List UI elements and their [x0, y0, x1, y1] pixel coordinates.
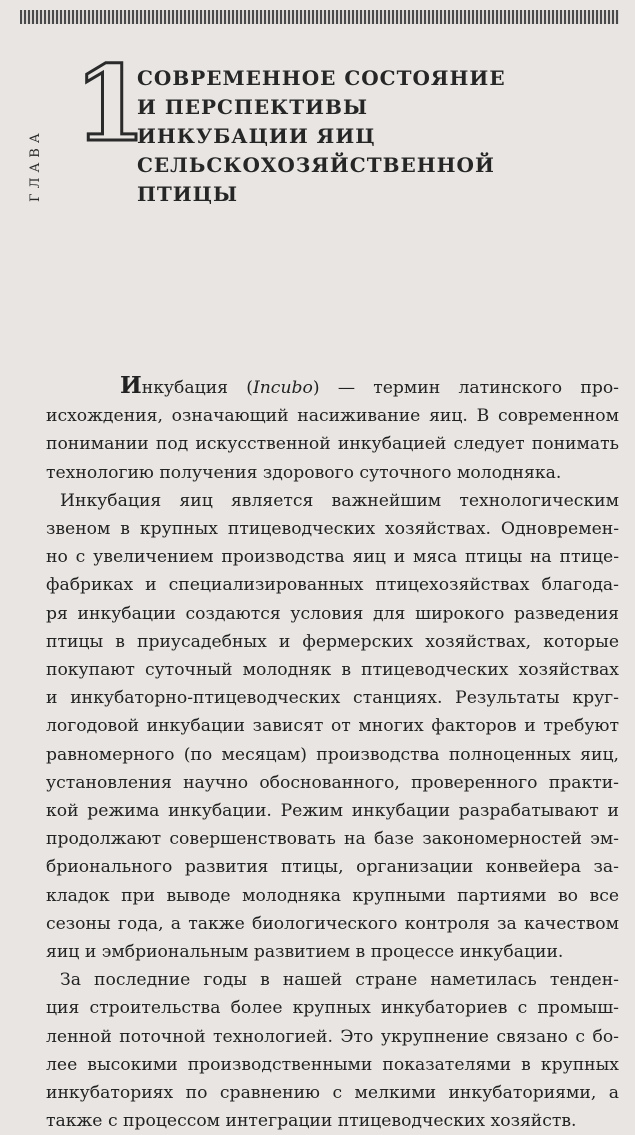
text-line: За последние годы в нашей стране наметилась тенден- [60, 970, 619, 991]
chapter-number: 1 [74, 42, 147, 165]
decorative-top-band [20, 10, 619, 24]
text-line: сезоны года, а также биологического контроля за качеством [46, 913, 619, 934]
text-line: исхождения, означающий насиживание яиц. В современном [46, 406, 619, 427]
text-line: логодовой инкубации зависят от многих факторов и требуют [46, 716, 619, 737]
title-line: СЕЛЬСКОХОЗЯЙСТВЕННОЙ [137, 153, 495, 177]
text-line: и инкубаторно-птицеводческих станциях. Результаты круг- [46, 688, 619, 709]
drop-cap: И [120, 372, 142, 399]
latin-term: Incubo [252, 378, 313, 398]
title-line: И ПЕРСПЕКТИВЫ [137, 95, 368, 119]
text-line: брионального развития птицы, организации конвейера за- [46, 857, 619, 878]
text-line: технологию получения здорового суточного молодняка. [46, 462, 562, 483]
text-line: Инкубация яиц является важнейшим технологическим [60, 490, 619, 511]
paragraph-1 [46, 372, 619, 487]
body-text [46, 372, 619, 1135]
text-line: лее высокими производственными показателями в крупных [46, 1054, 619, 1075]
text-line: установления научно обоснованного, проверенного практи- [46, 772, 619, 793]
paragraph-3 [46, 966, 619, 1135]
chapter-label: ГЛАВА [28, 128, 43, 202]
title-line: ИНКУБАЦИИ ЯИЦ [137, 124, 376, 148]
text-line: кой режима инкубации. Режим инкубации разрабатывают и [46, 801, 619, 822]
title-line: ПТИЦЫ [137, 182, 239, 206]
text-line: равномерного (по месяцам) производства полноценных яиц, [46, 744, 619, 765]
text-line: покупают суточный молодняк в птицеводческих хозяйствах [46, 660, 619, 681]
paragraph-2 [46, 487, 619, 966]
text-line: кладок при выводе молодняка крупными партиями во все [46, 885, 619, 906]
text-line: понимании под искусственной инкубацией следует понимать [46, 434, 619, 455]
text-line: также с процессом интеграции птицеводческих хозяйств. [46, 1111, 577, 1132]
chapter-title [137, 64, 607, 209]
text-line: фабриках и специализированных птицехозяйствах благода- [46, 575, 619, 596]
text-fragment: ) — термин латинского про- [312, 378, 619, 398]
text-line: яиц и эмбриональным развитием в процессе инкубации. [46, 942, 564, 963]
text-line: но с увеличением производства яиц и мяса птицы на птице- [46, 547, 619, 568]
text-fragment: нкубация ( [141, 378, 253, 398]
text-line: птицы в приусадебных и фермерских хозяйствах, которые [46, 631, 619, 652]
text-line: продолжают совершенствовать на базе закономерностей эм- [46, 829, 619, 850]
text-line: инкубаториях по сравнению с мелкими инкубаториями, а [46, 1083, 619, 1104]
text-line: ция строительства более крупных инкубаториев с промыш- [46, 998, 619, 1019]
text-line: ленной поточной технологией. Это укрупнение связано с бо- [46, 1026, 619, 1047]
title-line: СОВРЕМЕННОЕ СОСТОЯНИЕ [137, 66, 506, 90]
text-line: звеном в крупных птицеводческих хозяйствах. Одновремен- [46, 519, 619, 540]
text-line [46, 372, 619, 402]
text-line: ря инкубации создаются условия для широкого разведения [46, 603, 619, 624]
